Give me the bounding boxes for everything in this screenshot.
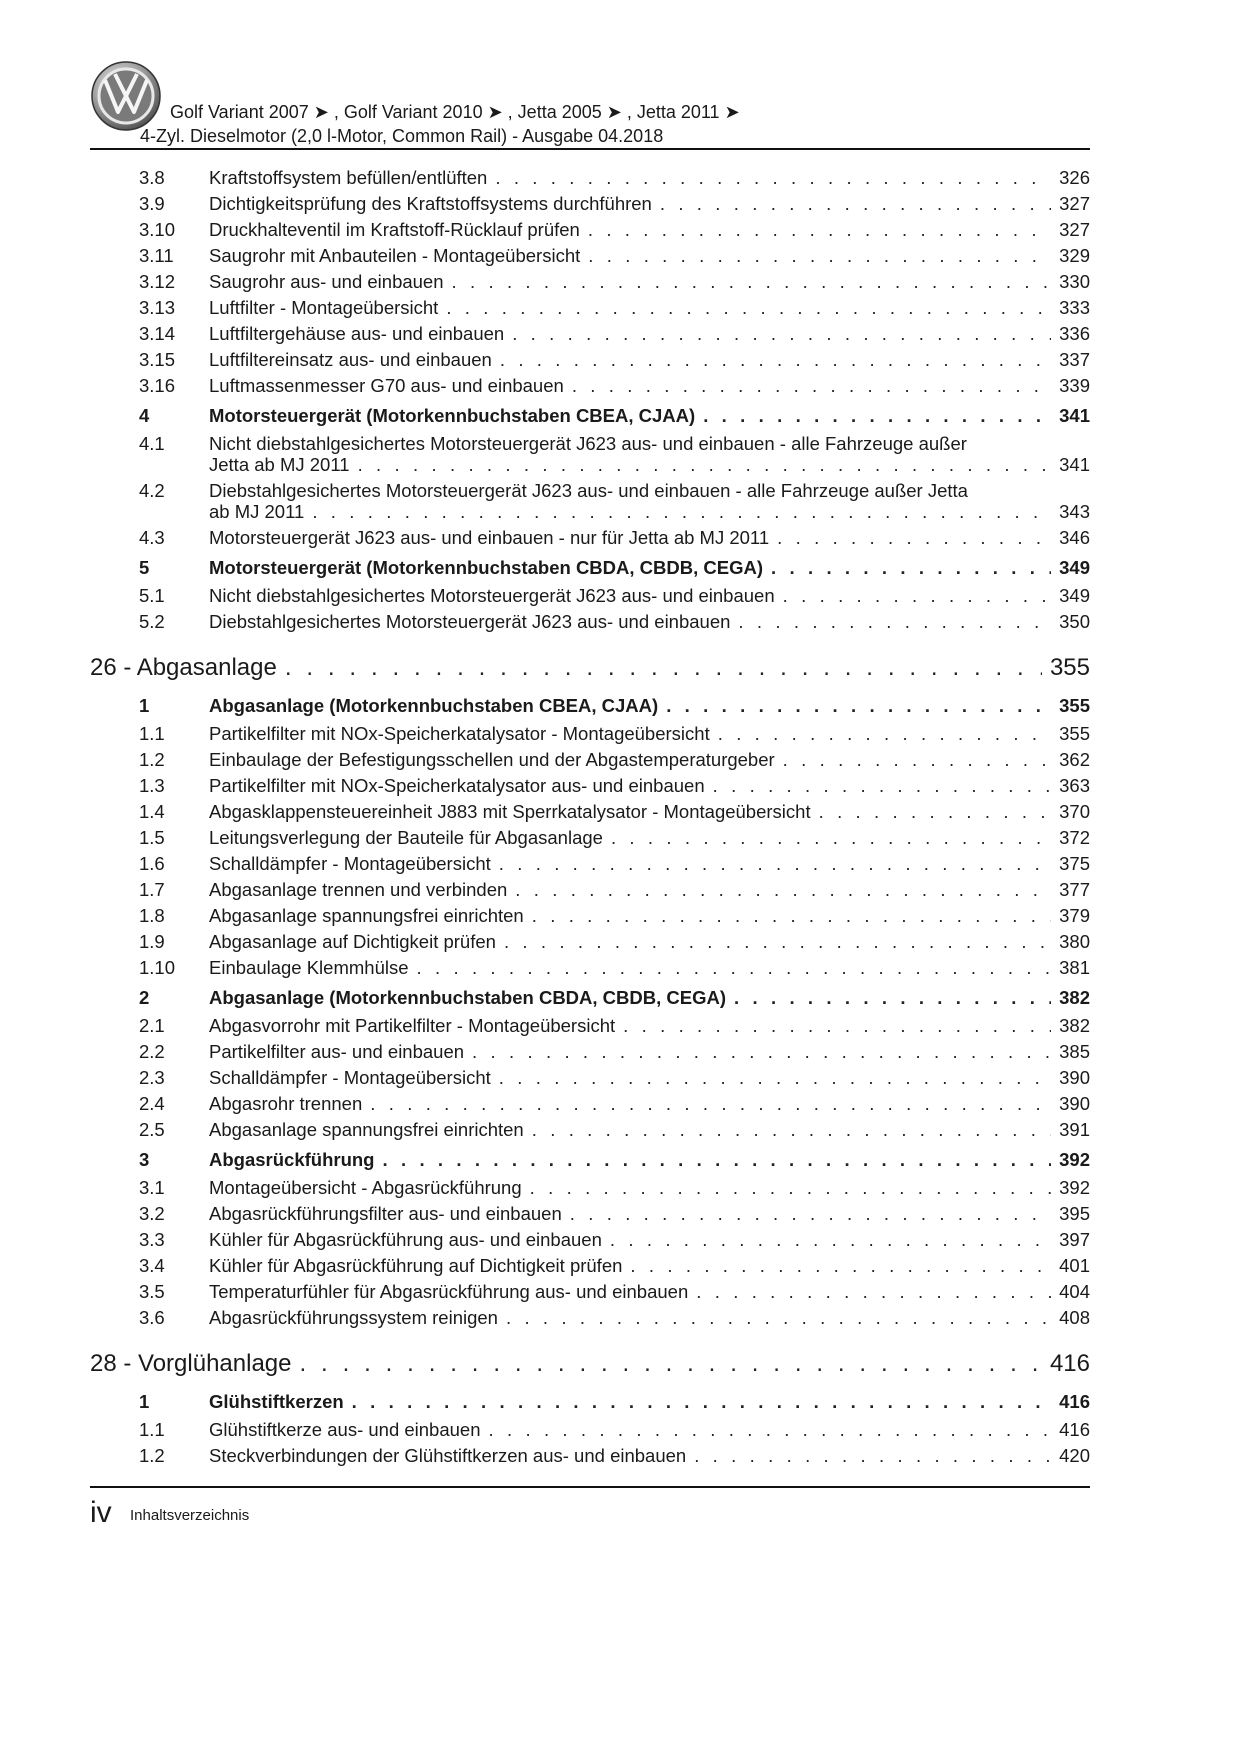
toc-entry-title: Schalldämpfer - Montageübersicht [209, 1067, 491, 1088]
toc-entry-number: 2.1 [139, 1015, 165, 1036]
toc-entry[interactable] [90, 721, 1090, 747]
toc-section-title: Abgasanlage (Motorkennbuchstaben CBDA, CBDB, CEGA) [209, 987, 727, 1008]
toc-entry-number: 3.8 [139, 167, 165, 188]
toc-entry-title: Partikelfilter mit NOx-Speicherkatalysator aus- und einbauen [209, 775, 705, 796]
toc-entry-number: 5.1 [139, 585, 165, 606]
toc-entry-number: 3.16 [139, 375, 176, 396]
toc-entry-title: Leitungsverlegung der Bauteile für Abgasanlage [209, 827, 603, 848]
toc-entry-page: 355 [1059, 723, 1090, 744]
toc-entry-title: Kühler für Abgasrückführung auf Dichtigkeit prüfen [209, 1255, 623, 1276]
toc-entry-title: Montageübersicht - Abgasrückführung [209, 1177, 522, 1198]
toc-entry-title: Luftfilter - Montageübersicht [209, 297, 439, 318]
toc-section-page: 341 [1059, 405, 1090, 426]
dot-leader [446, 295, 1051, 321]
toc-entry-title: Abgasanlage trennen und verbinden [209, 879, 508, 900]
footer-divider [90, 1486, 1090, 1488]
toc-entry-number: 3.2 [139, 1203, 165, 1224]
toc-entry[interactable] [90, 877, 1090, 903]
toc-section-title: Abgasrückführung [209, 1149, 375, 1170]
toc-entry[interactable] [90, 929, 1090, 955]
toc-entry[interactable] [90, 1013, 1090, 1039]
dot-leader [358, 452, 1052, 478]
toc-entry-title: Glühstiftkerze aus- und einbauen [209, 1419, 481, 1440]
dot-leader [532, 903, 1051, 929]
toc-section-title: Abgasanlage (Motorkennbuchstaben CBEA, CJAA) [209, 695, 659, 716]
toc-entry[interactable] [90, 1443, 1090, 1469]
dot-leader [738, 609, 1051, 635]
dot-leader [472, 1039, 1051, 1065]
toc-entry[interactable] [90, 191, 1090, 217]
toc-entry-number: 3.5 [139, 1281, 165, 1302]
toc-entry[interactable] [90, 609, 1090, 635]
toc-entry-title: Partikelfilter aus- und einbauen [209, 1041, 465, 1062]
toc-entry-title: Kraftstoffsystem befüllen/entlüften [209, 167, 488, 188]
dot-leader [771, 555, 1051, 581]
toc-entry-title: Einbaulage Klemmhülse [209, 957, 409, 978]
toc-entry-number: 2.2 [139, 1041, 165, 1062]
dot-leader [352, 1389, 1051, 1415]
toc-entry-number: 1.1 [139, 723, 165, 744]
dot-leader [666, 693, 1051, 719]
toc-entry-page: 329 [1059, 245, 1090, 266]
dot-leader [783, 747, 1051, 773]
toc-entry-number: 4.3 [139, 527, 165, 548]
toc-entry-title: Dichtigkeitsprüfung des Kraftstoffsystems durchführen [209, 193, 652, 214]
toc-entry-title: Schalldämpfer - Montageübersicht [209, 853, 491, 874]
dot-leader [500, 347, 1051, 373]
toc-chapter-page: 416 [1049, 1350, 1090, 1377]
toc-entry-title: Motorsteuergerät J623 aus- und einbauen - nur für Jetta ab MJ 2011 [209, 527, 770, 548]
toc-entry-page: 372 [1059, 827, 1090, 848]
toc-entry-number: 3.13 [139, 297, 176, 318]
toc-entry-title: Saugrohr mit Anbauteilen - Montageübersicht [209, 245, 581, 266]
toc-entry-page: 390 [1059, 1093, 1090, 1114]
dot-leader [588, 217, 1051, 243]
footer-page-number: iv [90, 1496, 112, 1529]
toc-entry-number: 1.10 [139, 957, 176, 978]
toc-entry-title: Diebstahlgesichertes Motorsteuergerät J623 aus- und einbauen - alle Fahrzeuge außer Jetta [209, 480, 968, 501]
toc-entry-number: 3.14 [139, 323, 176, 344]
dot-leader [783, 583, 1052, 609]
toc-entry-page: 333 [1059, 297, 1090, 318]
dot-leader [734, 985, 1051, 1011]
toc-section-page: 416 [1059, 1391, 1090, 1412]
toc-entry[interactable] [90, 1253, 1090, 1279]
dot-leader [713, 773, 1052, 799]
toc-entry-number: 1.1 [139, 1419, 165, 1440]
toc-entry[interactable] [90, 243, 1090, 269]
toc-entry-number: 3.12 [139, 271, 176, 292]
toc-section-page: 355 [1059, 695, 1090, 716]
toc-entry-page: 375 [1059, 853, 1090, 874]
toc-entry[interactable] [90, 1117, 1090, 1143]
toc-entry-title: Partikelfilter mit NOx-Speicherkatalysator - Montageübersicht [209, 723, 710, 744]
toc-entry[interactable] [90, 955, 1090, 981]
toc-entry[interactable] [90, 525, 1090, 551]
toc-entry-title: Abgasanlage spannungsfrei einrichten [209, 1119, 524, 1140]
page-header [90, 60, 1090, 152]
toc-entry-page: 339 [1059, 375, 1090, 396]
toc-entry-page: 349 [1059, 585, 1090, 606]
toc-entry-title: Luftfiltergehäuse aus- und einbauen [209, 323, 505, 344]
toc-entry-number: 3.15 [139, 349, 176, 370]
dot-leader [312, 499, 1051, 525]
toc-entry-number: 1.9 [139, 931, 165, 952]
toc-entry-page: 341 [1059, 454, 1090, 475]
toc-entry-number: 1.6 [139, 853, 165, 874]
toc-entry-page: 380 [1059, 931, 1090, 952]
toc-entry-title: Nicht diebstahlgesichertes Motorsteuergerät J623 aus- und einbauen [209, 585, 775, 606]
toc-section-page: 392 [1059, 1149, 1090, 1170]
toc-entry[interactable] [90, 903, 1090, 929]
toc-entry-title-continued: Jetta ab MJ 2011 [209, 454, 350, 475]
dot-leader [489, 1417, 1052, 1443]
toc-chapter-page: 355 [1049, 654, 1090, 681]
toc-entry-page: 337 [1059, 349, 1090, 370]
toc-section[interactable] [90, 403, 1090, 431]
toc-entry[interactable] [90, 217, 1090, 243]
toc-entry-page: 391 [1059, 1119, 1090, 1140]
toc-entry-page: 416 [1059, 1419, 1090, 1440]
toc-section-number: 4 [139, 405, 150, 426]
toc-entry-number: 3.11 [139, 245, 174, 266]
toc-entry-number: 1.8 [139, 905, 165, 926]
toc-entry[interactable] [90, 165, 1090, 191]
header-vehicle-models: Golf Variant 2007 ➤ , Golf Variant 2010 ➤ , Jetta 2005 ➤ , Jetta 2011 ➤ [170, 102, 740, 122]
toc-entry-page: 350 [1059, 611, 1090, 632]
toc-entry-number: 4.2 [139, 480, 165, 501]
toc-entry-page: 395 [1059, 1203, 1090, 1224]
toc-entry-number: 1.2 [139, 749, 165, 770]
dot-leader [515, 877, 1051, 903]
toc-entry-number: 3.6 [139, 1307, 165, 1328]
dot-leader [382, 1147, 1051, 1173]
toc-entry-title: Luftmassenmesser G70 aus- und einbauen [209, 375, 564, 396]
dot-leader [777, 525, 1051, 551]
toc-entry-number: 3.3 [139, 1229, 165, 1250]
toc-entry-page: 336 [1059, 323, 1090, 344]
toc-entry-page: 397 [1059, 1229, 1090, 1250]
toc-section[interactable] [90, 985, 1090, 1013]
dot-leader [588, 243, 1051, 269]
toc-entry[interactable] [90, 1175, 1090, 1201]
toc-section-number: 1 [139, 1391, 150, 1412]
toc-entry-page: 382 [1059, 1015, 1090, 1036]
toc-entry-number: 3.10 [139, 219, 176, 240]
toc-entry[interactable] [90, 321, 1090, 347]
toc-chapter[interactable] [90, 651, 1090, 689]
toc-entry-number: 5.2 [139, 611, 165, 632]
toc-entry-number: 1.2 [139, 1445, 165, 1466]
dot-leader [370, 1091, 1051, 1117]
toc-entry-number: 2.3 [139, 1067, 165, 1088]
toc-entry-number: 1.5 [139, 827, 165, 848]
toc-entry[interactable] [90, 1305, 1090, 1331]
toc-section-page: 382 [1059, 987, 1090, 1008]
toc-chapter-title: 26 - Abgasanlage [90, 654, 277, 681]
toc-entry-page: 420 [1059, 1445, 1090, 1466]
toc-entry-title: Luftfiltereinsatz aus- und einbauen [209, 349, 492, 370]
dot-leader [718, 721, 1051, 747]
toc-entry[interactable] [90, 773, 1090, 799]
toc-entry-page: 408 [1059, 1307, 1090, 1328]
toc-entry[interactable] [90, 347, 1090, 373]
dot-leader [660, 191, 1051, 217]
dot-leader [495, 165, 1051, 191]
dot-leader [623, 1013, 1051, 1039]
toc-entry-page: 385 [1059, 1041, 1090, 1062]
toc-entry[interactable] [90, 1279, 1090, 1305]
toc-entry[interactable] [90, 295, 1090, 321]
toc-entry-number: 1.7 [139, 879, 165, 900]
toc-section[interactable] [90, 1147, 1090, 1175]
toc-entry-page: 362 [1059, 749, 1090, 770]
dot-leader [696, 1279, 1051, 1305]
toc-entry-page: 327 [1059, 219, 1090, 240]
footer-section-title: Inhaltsverzeichnis [130, 1507, 250, 1524]
toc-entry[interactable] [90, 1227, 1090, 1253]
toc-entry-title: Abgasrückführungsfilter aus- und einbauen [209, 1203, 562, 1224]
dot-leader [300, 1347, 1042, 1381]
dot-leader [506, 1305, 1051, 1331]
toc-entry[interactable] [90, 747, 1090, 773]
toc-section-number: 5 [139, 557, 150, 578]
dot-leader [703, 403, 1051, 429]
toc-entry-number: 4.1 [139, 433, 165, 454]
table-of-contents [90, 165, 1090, 1469]
toc-entry-number: 1.3 [139, 775, 165, 796]
toc-entry-title: Abgasvorrohr mit Partikelfilter - Montageübersicht [209, 1015, 616, 1036]
toc-entry-page: 326 [1059, 167, 1090, 188]
toc-entry-title: Abgasrückführungssystem reinigen [209, 1307, 498, 1328]
toc-entry[interactable] [90, 269, 1090, 295]
toc-entry-number: 3.1 [139, 1177, 165, 1198]
toc-entry-page: 370 [1059, 801, 1090, 822]
toc-entry[interactable] [90, 825, 1090, 851]
dot-leader [417, 955, 1052, 981]
toc-entry-number: 3.4 [139, 1255, 165, 1276]
toc-entry-title: Steckverbindungen der Glühstiftkerzen aus- und einbauen [209, 1445, 687, 1466]
toc-entry-number: 1.4 [139, 801, 165, 822]
toc-entry-number: 2.4 [139, 1093, 165, 1114]
dot-leader [611, 825, 1051, 851]
toc-section-page: 349 [1059, 557, 1090, 578]
dot-leader [499, 1065, 1051, 1091]
toc-entry-title: Saugrohr aus- und einbauen [209, 271, 444, 292]
header-divider [90, 148, 1090, 150]
toc-entry[interactable] [90, 799, 1090, 825]
toc-entry-title: Abgasanlage auf Dichtigkeit prüfen [209, 931, 496, 952]
toc-entry[interactable] [90, 1201, 1090, 1227]
toc-entry-page: 404 [1059, 1281, 1090, 1302]
toc-entry-page: 377 [1059, 879, 1090, 900]
dot-leader [570, 1201, 1051, 1227]
toc-entry[interactable] [90, 583, 1090, 609]
toc-entry-title-continued: ab MJ 2011 [209, 501, 305, 522]
dot-leader [504, 929, 1051, 955]
toc-chapter[interactable] [90, 1347, 1090, 1385]
toc-entry-number: 3.9 [139, 193, 165, 214]
toc-entry-title: Druckhalteventil im Kraftstoff-Rücklauf prüfen [209, 219, 580, 240]
dot-leader [572, 373, 1051, 399]
toc-entry-title: Diebstahlgesichertes Motorsteuergerät J623 aus- und einbauen [209, 611, 731, 632]
toc-entry[interactable] [90, 431, 1090, 478]
toc-entry-title: Abgasklappensteuereinheit J883 mit Sperrkatalysator - Montageübersicht [209, 801, 811, 822]
toc-entry-page: 381 [1059, 957, 1090, 978]
toc-entry-page: 390 [1059, 1067, 1090, 1088]
toc-entry[interactable] [90, 1417, 1090, 1443]
toc-entry-page: 363 [1059, 775, 1090, 796]
dot-leader [630, 1253, 1051, 1279]
toc-entry-title: Kühler für Abgasrückführung aus- und einbauen [209, 1229, 602, 1250]
dot-leader [530, 1175, 1051, 1201]
header-engine-edition: 4-Zyl. Dieselmotor (2,0 l-Motor, Common Rail) - Ausgabe 04.2018 [140, 126, 664, 146]
dot-leader [532, 1117, 1051, 1143]
toc-chapter-title: 28 - Vorglühanlage [90, 1350, 292, 1377]
toc-entry-title: Abgasanlage spannungsfrei einrichten [209, 905, 524, 926]
toc-section-title: Motorsteuergerät (Motorkennbuchstaben CBDA, CBDB, CEGA) [209, 557, 763, 578]
dot-leader [285, 651, 1042, 685]
toc-section-title: Motorsteuergerät (Motorkennbuchstaben CBEA, CJAA) [209, 405, 696, 426]
toc-entry[interactable] [90, 1091, 1090, 1117]
toc-entry-page: 330 [1059, 271, 1090, 292]
toc-entry-page: 343 [1059, 501, 1090, 522]
toc-entry[interactable] [90, 1039, 1090, 1065]
toc-section[interactable] [90, 555, 1090, 583]
dot-leader [819, 799, 1052, 825]
toc-entry[interactable] [90, 478, 1090, 525]
toc-section[interactable] [90, 1389, 1090, 1417]
toc-entry-number: 2.5 [139, 1119, 165, 1140]
toc-entry-page: 327 [1059, 193, 1090, 214]
toc-entry-page: 401 [1059, 1255, 1090, 1276]
toc-entry-title: Einbaulage der Befestigungsschellen und der Abgastemperaturgeber [209, 749, 775, 770]
toc-entry-page: 379 [1059, 905, 1090, 926]
toc-entry-page: 346 [1059, 527, 1090, 548]
dot-leader [452, 269, 1052, 295]
toc-entry-title: Nicht diebstahlgesichertes Motorsteuergerät J623 aus- und einbauen - alle Fahrzeuge außer [209, 433, 967, 454]
dot-leader [610, 1227, 1051, 1253]
toc-entry[interactable] [90, 1065, 1090, 1091]
toc-section-number: 2 [139, 987, 150, 1008]
dot-leader [512, 321, 1051, 347]
toc-entry-title: Abgasrohr trennen [209, 1093, 363, 1114]
toc-entry-page: 392 [1059, 1177, 1090, 1198]
toc-section-title: Glühstiftkerzen [209, 1391, 344, 1412]
dot-leader [694, 1443, 1051, 1469]
toc-section-number: 1 [139, 695, 150, 716]
toc-section[interactable] [90, 693, 1090, 721]
vw-logo-icon [90, 60, 162, 132]
toc-entry-title: Temperaturfühler für Abgasrückführung aus- und einbauen [209, 1281, 689, 1302]
toc-entry[interactable] [90, 851, 1090, 877]
toc-entry[interactable] [90, 373, 1090, 399]
dot-leader [499, 851, 1051, 877]
toc-section-number: 3 [139, 1149, 150, 1170]
